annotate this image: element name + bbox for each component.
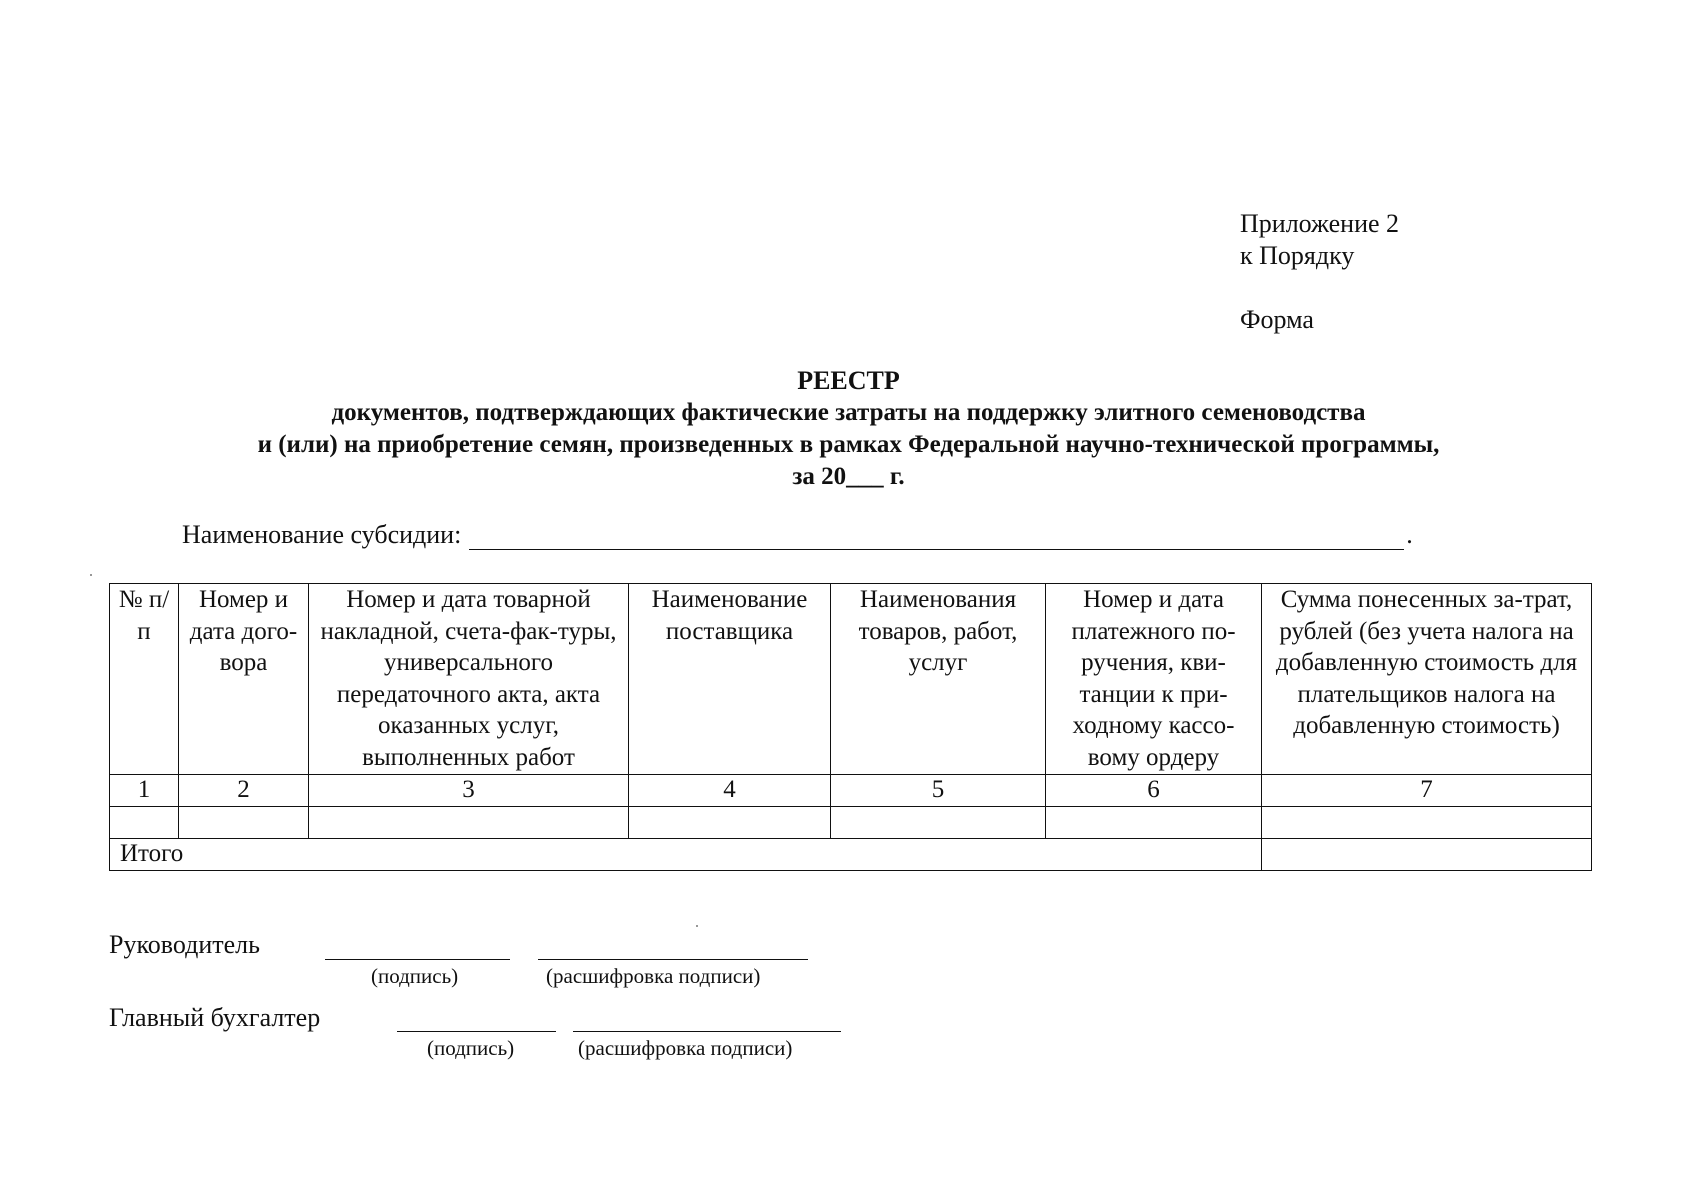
column-number: 3 (309, 775, 629, 807)
table-cell[interactable] (110, 807, 179, 839)
column-header: Сумма понесенных за-трат, рублей (без учета налога на добавленную стоимость для плательщиков налога на добавленную стоимость) (1262, 584, 1592, 775)
scan-speck (90, 574, 92, 576)
total-value-cell[interactable] (1262, 839, 1592, 871)
chief-accountant-signature-hint: (подпись) (427, 1036, 515, 1060)
head-signature-hint: (подпись) (371, 964, 459, 988)
table-cell[interactable] (309, 807, 629, 839)
head-role-label: Руководитель (109, 930, 260, 959)
appendix-number: Приложение 2 (1240, 209, 1400, 238)
total-row (110, 839, 1592, 871)
chief-accountant-role-label: Главный бухгалтер (109, 1003, 321, 1032)
register-table (109, 583, 1592, 871)
chief-accountant-decoding-line[interactable] (573, 1029, 841, 1032)
table-cell[interactable] (629, 807, 831, 839)
column-number-row (110, 775, 1592, 807)
column-header: Номер и дата дого-вора (179, 584, 309, 775)
document-title (0, 365, 1697, 493)
title-line-3: за 20___ г. (792, 463, 905, 490)
scan-speck (696, 925, 698, 927)
head-decoding-line[interactable] (538, 957, 808, 960)
table-cell[interactable] (831, 807, 1046, 839)
title-line-2: и (или) на приобретение семян, произведенных в рамках Федеральной научно-технической программы, (257, 431, 1440, 458)
chief-accountant-decoding-hint: (расшифровка подписи) (578, 1036, 793, 1060)
table-cell[interactable] (1046, 807, 1262, 839)
chief-accountant-signature-line[interactable] (397, 1029, 556, 1032)
column-header: Наименования товаров, работ, услуг (831, 584, 1046, 775)
column-number: 1 (110, 775, 179, 807)
column-number: 4 (629, 775, 831, 807)
column-header: № п/п (110, 584, 179, 775)
appendix-target: к Порядку (1240, 241, 1355, 270)
appendix-reference (1240, 208, 1399, 272)
column-number: 6 (1046, 775, 1262, 807)
head-signature-line[interactable] (325, 957, 510, 960)
column-header: Наименование поставщика (629, 584, 831, 775)
column-header: Номер и дата товарной накладной, счета-фак-туры, универсального передаточного акта, акта оказанных услуг, выполненных работ (309, 584, 629, 775)
column-number: 5 (831, 775, 1046, 807)
column-header: Номер и дата платежного по-ручения, кви-танции к при-ходному кассо-вому ордеру (1046, 584, 1262, 775)
table-cell[interactable] (179, 807, 309, 839)
subsidy-name-field[interactable] (469, 521, 1404, 550)
table-header-row (110, 584, 1592, 775)
title-main: РЕЕСТР (797, 366, 900, 395)
form-label: Форма (1240, 305, 1314, 334)
column-number: 2 (179, 775, 309, 807)
total-label: Итого (110, 839, 1262, 871)
table-row (110, 807, 1592, 839)
column-number: 7 (1262, 775, 1592, 807)
subsidy-name-row (182, 520, 1413, 550)
title-line-1: документов, подтверждающих фактические затраты на поддержку элитного семеноводства (331, 399, 1366, 426)
table-cell[interactable] (1262, 807, 1592, 839)
head-decoding-hint: (расшифровка подписи) (546, 964, 761, 988)
subsidy-end-mark: . (1406, 520, 1413, 549)
subsidy-label: Наименование субсидии: (182, 520, 462, 549)
